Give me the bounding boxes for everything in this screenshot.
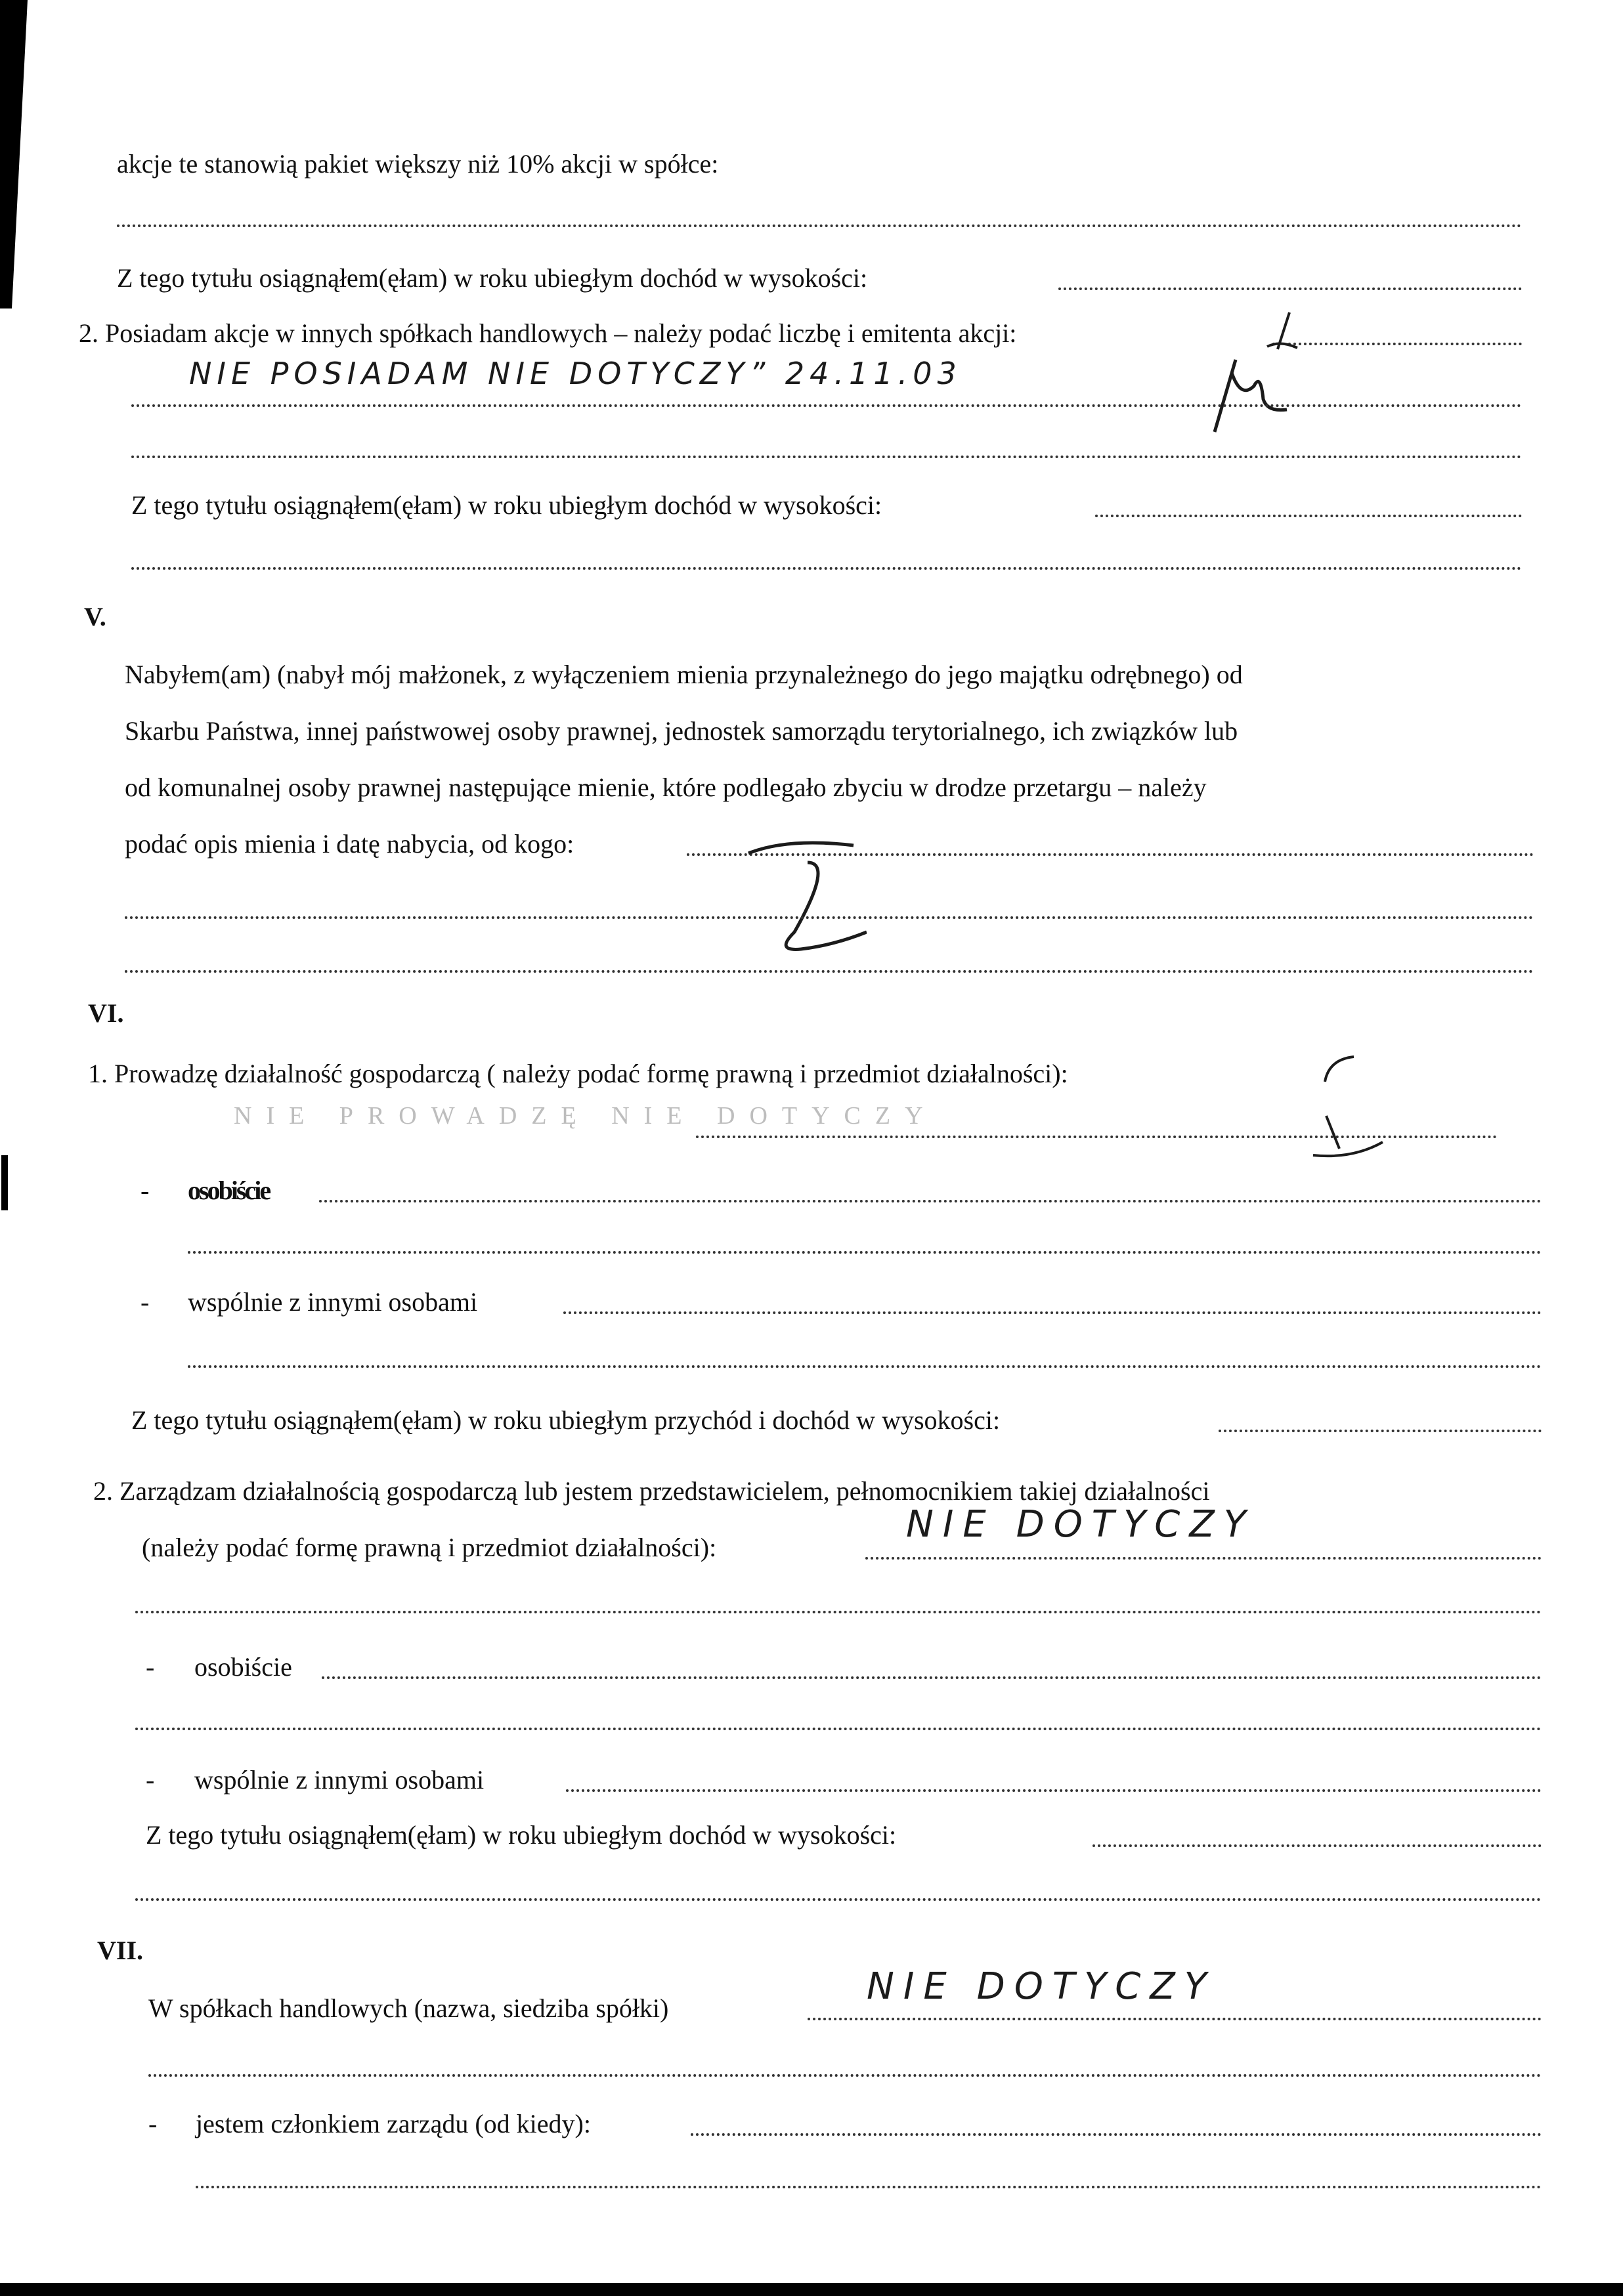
answer-line xyxy=(135,1728,1542,1730)
answer-line xyxy=(188,1365,1542,1368)
answer-line xyxy=(322,1676,1542,1679)
signature-scribble xyxy=(1195,347,1293,438)
faded-scribble xyxy=(1300,1103,1392,1166)
dash: - xyxy=(146,1652,155,1682)
personal-label: osobiście xyxy=(188,1176,270,1205)
answer-line xyxy=(125,916,1534,919)
companies-label: W spółkach handlowych (nazwa, siedziba spółki) xyxy=(148,1993,669,2023)
answer-line xyxy=(131,404,1522,407)
answer-line xyxy=(563,1311,1542,1314)
section-v-line-4: podać opis mienia i datę nabycia, od kogo: xyxy=(125,829,574,859)
answer-line xyxy=(1095,515,1522,517)
answer-line xyxy=(131,456,1522,458)
income-label-3: Z tego tytułu osiągnąłem(ęłam) w roku ubiegłym dochód w wysokości: xyxy=(146,1820,897,1850)
board-member-label: jestem członkiem zarządu (od kiedy): xyxy=(196,2109,591,2138)
strike-z-mark xyxy=(735,834,867,965)
section-vii-heading: VII. xyxy=(97,1936,144,1965)
personal-label-2: osobiście xyxy=(194,1652,292,1682)
answer-line xyxy=(696,1136,1497,1138)
revenue-income-label: Z tego tytułu osiągnąłem(ęłam) w roku ubiegłym przychód i dochód w wysokości: xyxy=(131,1405,1001,1435)
answer-line xyxy=(135,1898,1542,1901)
answer-line xyxy=(1058,287,1522,290)
answer-line xyxy=(188,1251,1542,1254)
dash: - xyxy=(141,1176,150,1205)
handwritten-answer-companies: NIE DOTYCZY xyxy=(867,1965,1216,2008)
dash: - xyxy=(141,1287,150,1317)
management-label-line-2: (należy podać formę prawną i przedmiot działalności): xyxy=(142,1533,717,1562)
answer-line xyxy=(319,1200,1542,1202)
business-activity-label: 1. Prowadzę działalność gospodarczą ( należy podać formę prawną i przedmiot działalności): xyxy=(88,1059,1068,1088)
answer-line xyxy=(117,224,1522,227)
shares-other-label: 2. Posiadam akcje w innych spółkach handlowych – należy podać liczbę i emitenta akcji: xyxy=(79,318,1017,348)
answer-line xyxy=(566,1789,1542,1792)
dash: - xyxy=(148,2109,158,2138)
answer-line xyxy=(148,2074,1542,2077)
answer-line xyxy=(865,1557,1542,1560)
answer-line xyxy=(1093,1844,1542,1847)
answer-line xyxy=(131,567,1522,570)
dash: - xyxy=(146,1765,155,1795)
answer-line xyxy=(691,2133,1542,2136)
answer-line xyxy=(1272,343,1522,345)
answer-line xyxy=(1219,1430,1542,1432)
handwritten-answer-shares: NIE POSIADAM NIE DOTYCZY” 24.11.03 xyxy=(189,356,962,391)
answer-line xyxy=(808,2018,1542,2020)
scan-edge-shadow xyxy=(0,0,39,315)
scan-edge-mark xyxy=(0,1155,13,1214)
shares-intro: akcje te stanowią pakiet większy niż 10% akcji w spółce: xyxy=(117,149,719,179)
management-label-line-1: 2. Zarządzam działalnością gospodarczą lub jestem przedstawicielem, pełnomocnikiem takiej działalności xyxy=(93,1476,1210,1506)
joint-label: wspólnie z innymi osobami xyxy=(188,1287,478,1317)
answer-line xyxy=(125,970,1534,973)
income-label-2: Z tego tytułu osiągnąłem(ęłam) w roku ubiegłym dochód w wysokości: xyxy=(131,490,882,520)
answer-line xyxy=(135,1611,1542,1613)
handwritten-answer-faded: NIE PROWADZĘ NIE DOTYCZY xyxy=(234,1102,938,1130)
section-v-line-3: od komunalnej osoby prawnej następujące mienie, które podlegało zbyciu w drodze przetargu – należy xyxy=(125,773,1207,802)
section-vi-heading: VI. xyxy=(88,998,124,1028)
joint-label-2: wspólnie z innymi osobami xyxy=(194,1765,485,1795)
scan-bottom-border xyxy=(0,2283,1623,2296)
pen-stroke xyxy=(1320,1053,1359,1086)
answer-line xyxy=(196,2186,1542,2188)
section-v-line-2: Skarbu Państwa, innej państwowej osoby prawnej, jednostek samorządu terytorialnego, ich związków lub xyxy=(125,716,1238,746)
section-v-heading: V. xyxy=(84,602,106,631)
handwritten-answer-management: NIE DOTYCZY xyxy=(906,1503,1255,1546)
section-v-line-1: Nabyłem(am) (nabył mój małżonek, z wyłączeniem mienia przynależnego do jego majątku odrębnego) od xyxy=(125,660,1243,689)
income-label-1: Z tego tytułu osiągnąłem(ęłam) w roku ubiegłym dochód w wysokości: xyxy=(117,263,868,293)
